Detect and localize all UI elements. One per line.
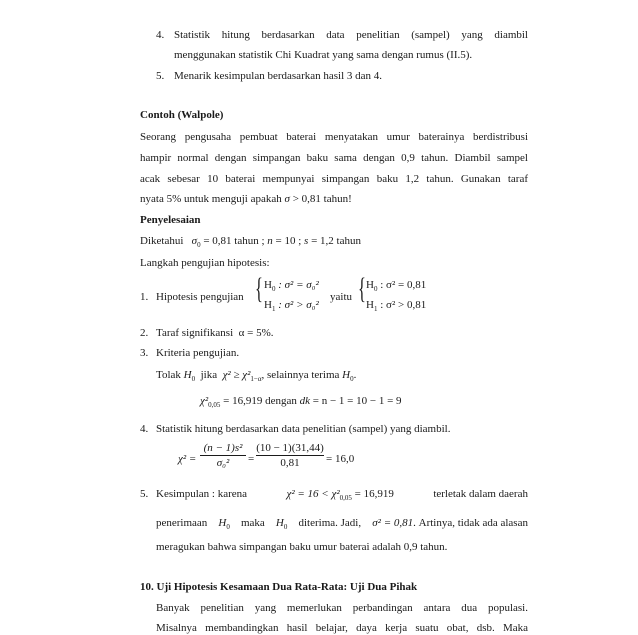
step5-line2: penerimaan $H_0$ maka $H_0$ diterima. Jadi, σ² = 0,81. Artinya, tidak ada alasan (156, 517, 528, 532)
example-heading: Contoh (Walpole) (140, 109, 224, 121)
step1-label: Hipotesis pengujian (156, 291, 244, 303)
sigma-symbol: σ (284, 193, 290, 205)
fraction-2-denominator: 0,81 (280, 457, 300, 469)
h0-right: $H_0$ : σ² = 0,81 (366, 279, 427, 294)
step3-label: Kriteria pengujian. (156, 347, 240, 359)
section-10-line1: Banyak penelitian yang memerlukan perbandingan antara dua populasi. (156, 602, 528, 614)
fraction-1-bar (200, 455, 246, 456)
fraction-1 (200, 442, 246, 469)
step3-number: 3. (140, 347, 149, 359)
critical-value: $\chi^2_{0,05} = 16,919$ dengan dk = n − 1 = 10 − 1 = 9 (200, 395, 402, 410)
example-line-1: Seorang pengusaha pembuat baterai menyatakan umur baterainya berdistribusi (140, 131, 528, 143)
reject-criterion: Tolak $H_0$ jika $\chi^2 \ge \chi^2_{1-\alpha}$, selainnya terima $H_0$. (156, 369, 357, 384)
step2-number: 2. (140, 327, 149, 339)
fraction-1-denominator: σ₀² (216, 457, 230, 469)
step5-line1: Kesimpulan : karena $\chi^2 = 16 < \chi^2_{0,05} = 16,919$ terletak dalam daerah (156, 488, 528, 503)
left-brace-1: { (255, 272, 263, 305)
example-line-3: acak sebesar 10 baterai mempunyai simpangan baku 1,2 tahun. Gunakan taraf (140, 173, 528, 185)
solution-heading: Penyelesaian (140, 214, 201, 226)
fraction-1-numerator: (n − 1)s² (203, 442, 243, 454)
fraction-2-numerator: (10 − 1)(31,44) (256, 442, 324, 454)
chi-result: = 16,0 (326, 453, 355, 465)
equals-sign: = (248, 453, 255, 465)
yaitu-word: yaitu (330, 291, 352, 303)
steps-intro: Langkah pengujian hipotesis: (140, 257, 270, 269)
step5-line3: meragukan bahwa simpangan baku umur baterai adalah 0,9 tahun. (156, 541, 448, 553)
step-4-line2: menggunakan statistik Chi Kuadrat yang sama dengan rumus (II.5). (174, 49, 473, 61)
fraction-2-bar (256, 455, 324, 456)
h1-right: $H_1$ : σ² > 0,81 (366, 299, 427, 314)
step-5-number: 5. (156, 70, 165, 82)
fraction-2 (256, 442, 324, 469)
h1-left: $H_1$ : σ² > σ₀² (264, 299, 319, 314)
step2-line: Taraf signifikansi α = 5%. (156, 327, 274, 339)
step-4-number: 4. (156, 29, 165, 41)
step4-number: 4. (140, 423, 149, 435)
step5-number: 5. (140, 488, 149, 500)
example-line-2: hampir normal dengan simpangan baku sama dengan 0,9 tahun. Diambil sampel (140, 152, 528, 164)
step1-number: 1. (140, 291, 149, 303)
section-10-line2: Misalnya membandingkan hasil belajar, daya kerja suatu obat, dsb. Maka (156, 622, 528, 634)
h0-left: $H_0$ : σ² = σ₀² (264, 279, 319, 294)
step-4-line1: Statistik hitung berdasarkan data penelitian (sampel) yang diambil (174, 29, 528, 41)
step-5-line1: Menarik kesimpulan berdasarkan hasil 3 dan 4. (174, 70, 383, 82)
chi-lhs: χ² = (178, 453, 197, 465)
section-10-heading: 10. Uji Hipotesis Kesamaan Dua Rata-Rata: Uji Dua Pihak (140, 581, 418, 593)
example-line-4: nyata 5% untuk menguji apakah σ > 0,81 tahun! (140, 193, 352, 205)
step4-label: Statistik hitung berdasarkan data penelitian (sampel) yang diambil. (156, 423, 451, 435)
known-values: Diketahui $\sigma_0 = 0,81$ tahun ; n = 10 ; s = 1,2 tahun (140, 235, 361, 250)
left-brace-2: { (358, 272, 366, 305)
